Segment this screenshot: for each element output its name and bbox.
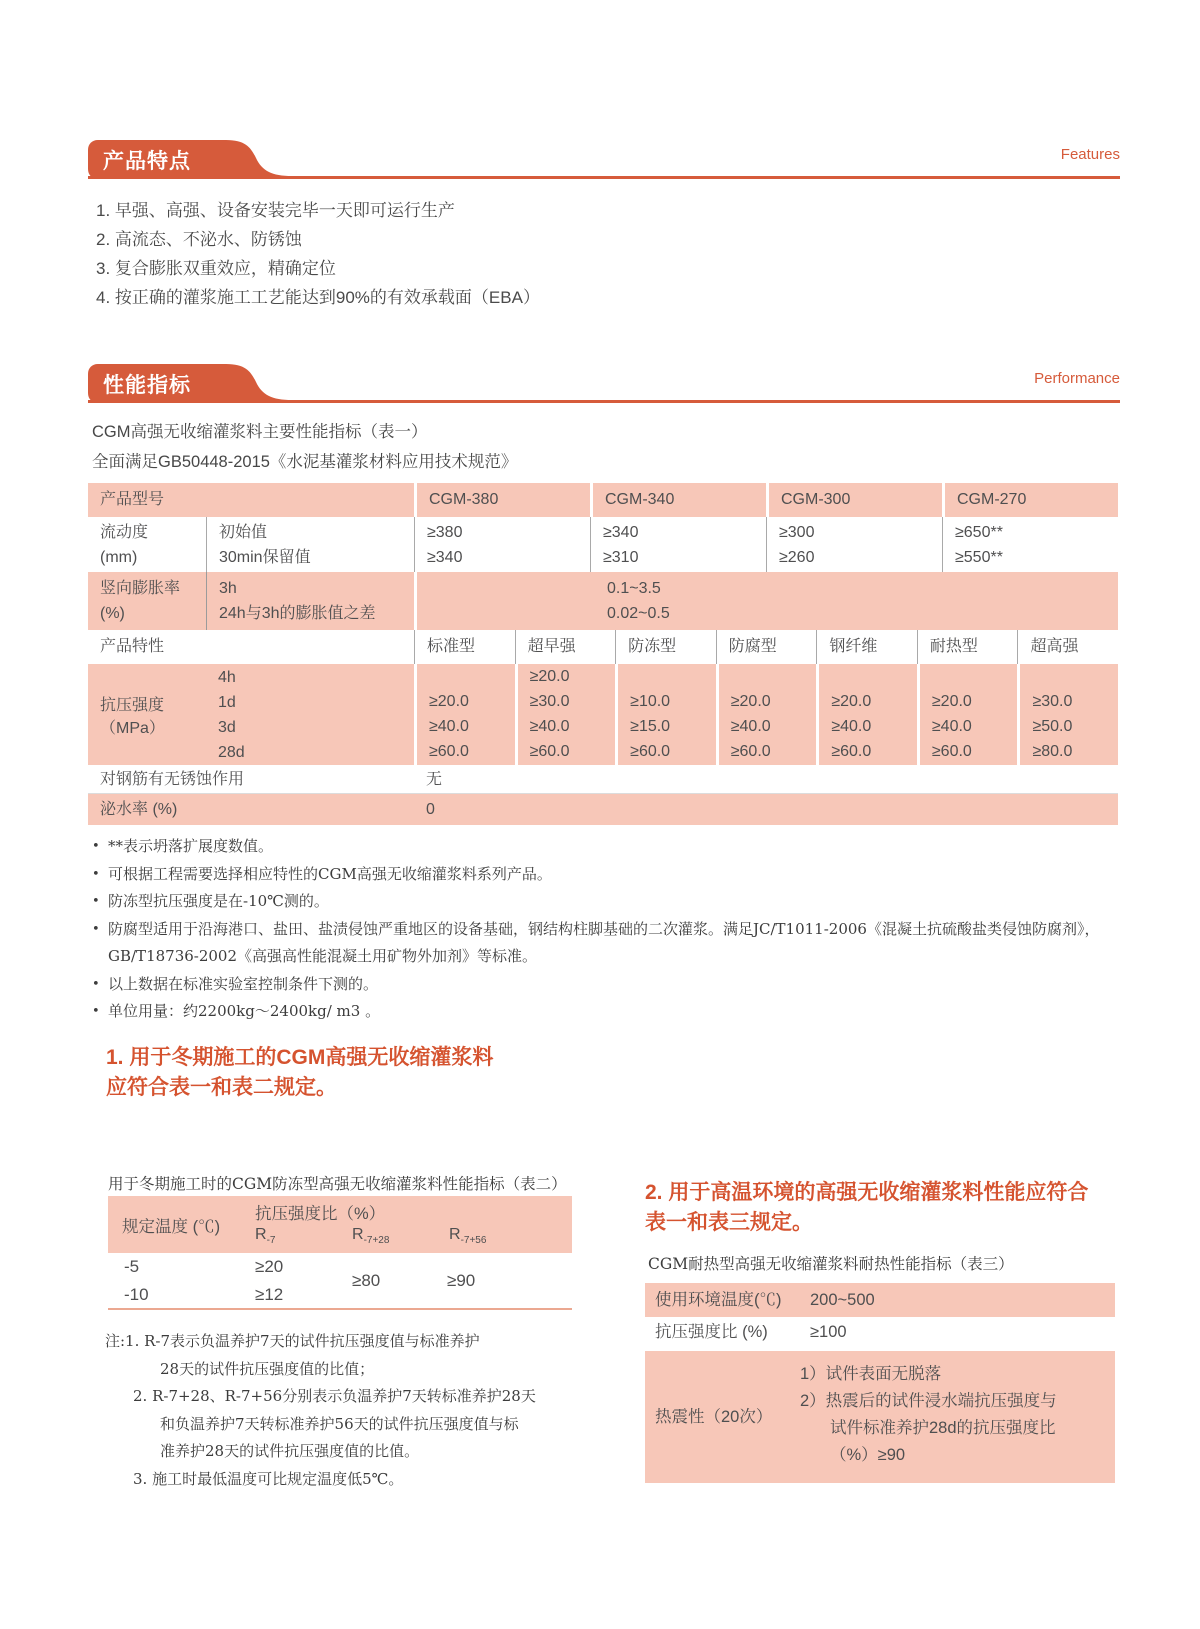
fluidity-values: ≥380 ≥340 <box>414 517 590 572</box>
expansion-row <box>88 572 1118 630</box>
note-line: 28天的试件抗压强度值的比值； <box>160 1359 375 1378</box>
table2-sub-r756: $R_{-7+56}$ <box>449 1226 487 1247</box>
fluidity-label: 流动度 (mm) <box>100 524 149 566</box>
table2-body <box>108 1253 572 1310</box>
feature-item: 4. 按正确的灌浆施工工艺能达到90%的有效承载面（EBA） <box>96 288 540 307</box>
note-item: • 防冻型抗压强度是在-10℃测的。 <box>92 888 1120 916</box>
table1-notes <box>92 833 1120 1026</box>
temp-value: -10 <box>124 1285 149 1304</box>
features-tag: Features <box>1060 146 1120 163</box>
feature-item: 2. 高流态、不泌水、防锈蚀 <box>96 230 302 249</box>
features-badge-shape <box>88 140 1120 182</box>
temp-value: -5 <box>124 1257 140 1276</box>
bleeding-row <box>88 794 1118 825</box>
note-line: 3. 施工时最低温度可比规定温度低5℃。 <box>133 1469 404 1488</box>
features-section-title: 产品特点 <box>103 150 191 173</box>
expansion-values: 0.1~3.5 0.02~0.5 <box>414 572 1118 630</box>
table1 <box>88 483 1118 825</box>
note-item: • 以上数据在标准实验室控制条件下测的。 <box>92 971 1120 999</box>
model-col-header: CGM-300 <box>766 483 942 517</box>
model-col-header: CGM-380 <box>414 483 590 517</box>
compressive-ages: 4h 1d 3d 28d <box>206 664 414 765</box>
performance-tag: Performance <box>1034 370 1120 387</box>
type-col-header: 超早强 <box>515 630 616 664</box>
r756-value: ≥90 <box>447 1270 476 1290</box>
table2-temp-header: 规定温度 (℃) <box>122 1217 221 1236</box>
fluidity-values: ≥340 ≥310 <box>590 517 766 572</box>
compressive-col: ≥10.0 ≥15.0 ≥60.0 <box>615 664 716 765</box>
env-temp-value: 200~500 <box>810 1291 875 1309</box>
ratio-label: 抗压强度比 (%) <box>655 1323 768 1341</box>
table1-caption: CGM高强无收缩灌浆料主要性能指标（表一） <box>92 423 428 441</box>
table2-row <box>108 1281 572 1309</box>
note-line: 2. R-7+28、R-7+56分别表示负温养护7天转标准养护28天 <box>133 1387 536 1405</box>
r7-value: ≥20 <box>255 1257 284 1276</box>
type-col-header: 标准型 <box>414 630 515 664</box>
fluidity-values: ≥300 ≥260 <box>766 517 942 572</box>
note-line: 准养护28天的试件抗压强度值的比值。 <box>160 1442 420 1460</box>
table1-header-row <box>88 483 1118 517</box>
thermal-shock-row <box>645 1351 1115 1483</box>
type-col-header: 超高强 <box>1017 630 1118 664</box>
thermal-shock-label: 热震性（20次） <box>655 1408 773 1426</box>
r7-value: ≥12 <box>255 1285 284 1304</box>
table2 <box>108 1196 572 1310</box>
note-line: 注:1. R-7表示负温养护7天的试件抗压强度值与标准养护 <box>105 1332 480 1350</box>
note-item: • 可根据工程需要选择相应特性的CGM高强无收缩灌浆料系列产品。 <box>92 861 1120 889</box>
characteristics-row <box>88 630 1118 664</box>
standard-caption: 全面满足GB50448-2015《水泥基灌浆材料应用技术规范》 <box>92 453 518 471</box>
compressive-col: ≥30.0 ≥50.0 ≥80.0 <box>1017 664 1118 765</box>
model-col-header: CGM-270 <box>942 483 1118 517</box>
note-item: • **表示坍落扩展度数值。 <box>92 833 1120 861</box>
bleeding-value: 0 <box>426 801 435 818</box>
section1-heading: 1. 用于冬期施工的CGM高强无收缩灌浆料 应符合表一和表二规定。 <box>106 1046 494 1099</box>
note-item: • 单位用量：约2200kg～2400kg/ m3 。 <box>92 998 1120 1026</box>
compressive-col: ≥20.0 ≥40.0 ≥60.0 <box>816 664 917 765</box>
model-col-header: CGM-340 <box>590 483 766 517</box>
feature-item: 1. 早强、高强、设备安装完毕一天即可运行生产 <box>96 201 455 220</box>
note-item: • 防腐型适用于沿海港口、盐田、盐渍侵蚀严重地区的设备基础，钢结构柱脚基础的二次灌浆。满足JC/T1011-2006《混凝土抗硫酸盐类侵蚀防腐剂》，GB/T18736-2002《高强高性能混凝土用矿物外加剂》等标准。 <box>92 916 1120 971</box>
ratio-value: ≥100 <box>810 1323 847 1341</box>
performance-band <box>88 364 1120 406</box>
thermal-shock-criteria: 1）试件表面无脱落 2）热震后的试件浸水端抗压强度与 试件标准养护28d的抗压强度比 （%）≥90 <box>800 1365 1057 1464</box>
rust-value: 无 <box>426 771 443 788</box>
feature-item: 3. 复合膨胀双重效应，精确定位 <box>96 259 336 278</box>
table2-sub-r7: $R_{-7}$ <box>255 1226 276 1247</box>
table2-header <box>108 1196 572 1253</box>
rust-label: 对钢筋有无锈蚀作用 <box>100 771 245 788</box>
table3-row <box>645 1317 1115 1347</box>
rust-row <box>88 765 1118 794</box>
type-col-header: 防腐型 <box>716 630 817 664</box>
fluidity-subrows: 初始值 30min保留值 <box>206 517 414 572</box>
characteristics-label: 产品特性 <box>100 638 165 655</box>
expansion-label: 竖向膨胀率 (%) <box>88 572 206 630</box>
env-temp-label: 使用环境温度(℃) <box>655 1291 782 1309</box>
model-row-label: 产品型号 <box>88 483 414 517</box>
expansion-subrows: 3h 24h与3h的膨胀值之差 <box>206 572 414 630</box>
section2-heading: 2. 用于高温环境的高强无收缩灌浆料性能应符合 表一和表三规定。 <box>645 1181 1089 1234</box>
table3 <box>645 1283 1115 1483</box>
table2-caption: 用于冬期施工时的CGM防冻型高强无收缩灌浆料性能指标（表二） <box>108 1175 567 1193</box>
compressive-label: 抗压强度 （MPa） <box>88 664 206 765</box>
compressive-col: ≥20.0 ≥40.0 ≥60.0 <box>414 664 515 765</box>
compressive-col: ≥20.0 ≥30.0 ≥40.0 ≥60.0 <box>515 664 616 765</box>
table2-sub-r728: $R_{-7+28}$ <box>352 1226 390 1247</box>
compressive-col: ≥20.0 ≥40.0 ≥60.0 <box>917 664 1018 765</box>
table2-notes <box>105 1328 587 1493</box>
table2-row <box>108 1253 572 1281</box>
table3-caption: CGM耐热型高强无收缩灌浆料耐热性能指标（表三） <box>648 1255 1014 1273</box>
type-col-header: 耐热型 <box>917 630 1018 664</box>
note-line: 和负温养护7天转标准养护56天的试件抗压强度值与标 <box>160 1414 519 1433</box>
table2-ratio-header: 抗压强度比（%） $R_{-7}$ $R_{-7+28}$ $R_{-7+56}$ <box>255 1196 572 1253</box>
table3-row <box>645 1283 1115 1317</box>
type-col-header: 钢纤维 <box>816 630 917 664</box>
type-col-header: 防冻型 <box>615 630 716 664</box>
fluidity-row <box>88 517 1118 572</box>
compressive-col: ≥20.0 ≥40.0 ≥60.0 <box>716 664 817 765</box>
fluidity-values: ≥650** ≥550** <box>942 517 1118 572</box>
features-band <box>88 140 1120 182</box>
performance-badge-shape <box>88 364 1120 406</box>
performance-section-title: 性能指标 <box>103 374 191 397</box>
features-list <box>96 196 1096 312</box>
r728-value: ≥80 <box>352 1270 381 1290</box>
compressive-block <box>88 664 1118 765</box>
bleeding-label: 泌水率 (%) <box>100 801 178 818</box>
